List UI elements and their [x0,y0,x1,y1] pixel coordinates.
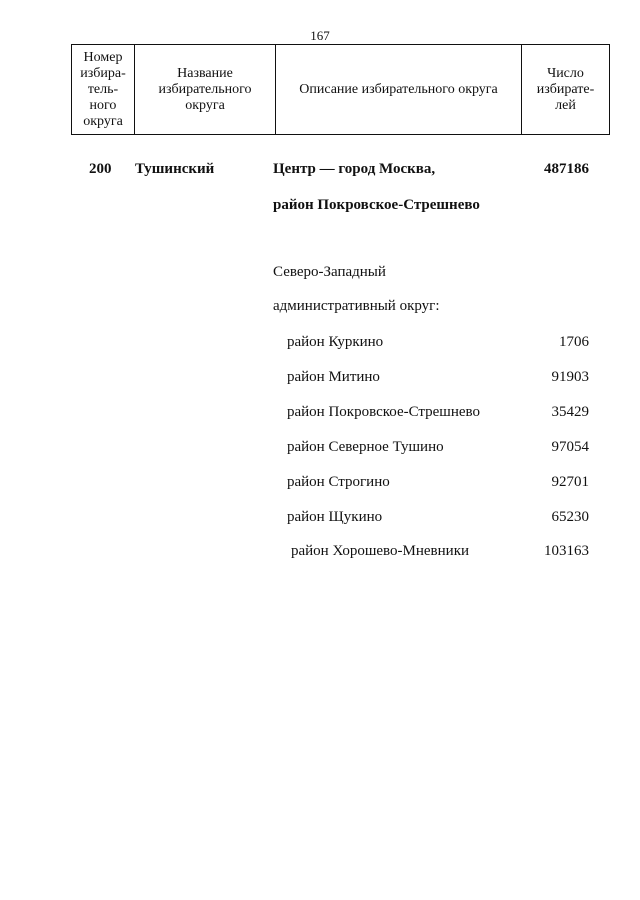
header-voters-line: лей [555,97,576,113]
list-item-name: район Покровское-Стрешнево [287,404,481,420]
header-row [72,45,610,135]
district-total-voters: 487186 [544,161,589,177]
admin-okrug-line2: административный округ: [273,298,440,314]
header-name-line: округа [185,97,225,113]
list-item-name: район Щукино [287,509,383,525]
header-number-cell [72,45,135,135]
header-description-cell [276,45,522,135]
header-name-line: Название [177,65,233,81]
list-item-voters: 1706 [559,334,589,350]
header-number-line: тель- [87,81,119,97]
list-item-name: район Хорошево-Мневники [291,543,470,559]
header-voters-line: Число [547,65,584,81]
header-number-line: Номер [83,49,123,65]
list-item-name: район Митино [287,369,380,385]
header-number-line: ного [89,97,117,113]
list-item-voters: 97054 [551,439,589,455]
header-number-line: округа [83,113,123,129]
list-item-name: район Северное Тушино [287,439,444,455]
header-table [71,44,610,135]
header-name-line: избирательного [158,81,252,97]
list-item-name: район Строгино [287,474,390,490]
district-number: 200 [89,161,112,177]
header-voters-cell [522,45,610,135]
header-voters-line: избирате- [536,81,595,97]
list-item-name: район Куркино [287,334,384,350]
header-number-line: избира- [80,65,126,81]
admin-okrug-line1: Северо-Западный [273,264,386,280]
list-item-voters: 65230 [551,509,589,525]
list-item-voters: 91903 [551,369,589,385]
list-item-voters: 35429 [551,404,589,420]
district-center-line2: район Покровское-Стрешнево [273,197,480,213]
page-number: 167 [310,28,330,43]
list-item-voters: 103163 [544,543,589,559]
header-name-cell [135,45,276,135]
header-description-line: Описание избирательного округа [299,81,498,97]
district-center-line1: Центр — город Москва, [273,161,436,177]
district-name: Тушинский [135,161,215,177]
list-item-voters: 92701 [551,474,589,490]
